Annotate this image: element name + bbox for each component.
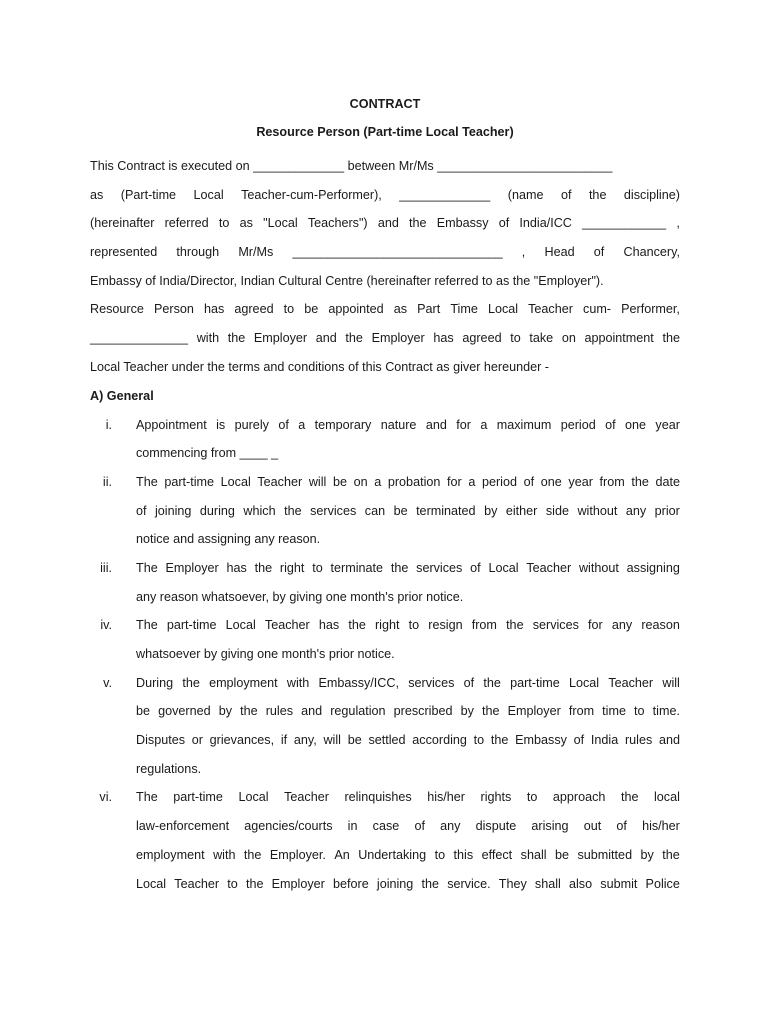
text-word: terminated	[416, 503, 476, 518]
text-word: settled	[368, 733, 406, 748]
text-word: by	[484, 503, 498, 518]
text-line	[136, 554, 680, 583]
text-word: will	[308, 474, 327, 489]
text-word: represented	[90, 245, 158, 260]
text-line	[90, 181, 680, 210]
text-word: be	[555, 847, 570, 862]
text-word: has	[203, 302, 225, 317]
text-word: the	[506, 618, 524, 633]
text-word: prior	[654, 503, 680, 518]
text-line	[90, 353, 680, 382]
list-item	[90, 411, 680, 468]
text-word: joining	[376, 876, 414, 891]
text-word: can	[364, 503, 386, 518]
text-line	[90, 267, 680, 296]
text-word: as	[239, 216, 253, 231]
text-word: ______________	[90, 331, 189, 346]
text-word: Local Teacher under the terms and conditions of this Contract as giver hereunder -	[90, 359, 549, 374]
text-word: any	[440, 819, 461, 834]
text-word: during	[199, 503, 235, 518]
text-word: any,	[293, 733, 317, 748]
text-word: of	[605, 417, 616, 432]
text-word: law-enforcement	[136, 819, 230, 834]
text-word: of	[136, 503, 147, 518]
agreement-paragraph	[90, 295, 680, 381]
text-word: time.	[652, 704, 680, 719]
text-word: Employer	[271, 876, 325, 891]
text-word: This Contract is executed on _____________ between Mr/Ms _________________________	[90, 159, 613, 173]
text-word: services	[532, 618, 579, 633]
text-word: the	[227, 331, 246, 346]
text-word: of	[278, 417, 289, 432]
text-word: Embassy of India/Director, Indian Cultural Centre (hereinafter referred to as the "Employer").	[90, 273, 604, 288]
text-word: right	[279, 560, 305, 575]
text-word: a	[468, 474, 476, 489]
text-word: the	[348, 618, 366, 633]
text-word: or	[191, 733, 203, 748]
text-word: to	[312, 560, 323, 575]
list-item	[90, 611, 680, 668]
text-word: this	[453, 847, 474, 862]
text-word: (hereinafter	[90, 216, 155, 231]
text-word: period	[560, 417, 596, 432]
text-word: agreed	[234, 302, 274, 317]
text-word: Local	[136, 876, 167, 891]
text-word: with	[213, 847, 236, 862]
list-item-number: i.	[105, 417, 112, 432]
intro-paragraph	[90, 152, 680, 295]
text-word: to	[218, 216, 230, 231]
text-word: ,	[676, 216, 680, 231]
text-word: the	[390, 560, 409, 575]
text-word: be	[136, 704, 151, 719]
text-word: will	[323, 733, 341, 748]
text-word: time	[602, 704, 626, 719]
text-word: Mr/Ms	[238, 245, 274, 260]
text-word: be	[347, 733, 362, 748]
text-word: through	[176, 245, 220, 260]
contract-page	[90, 94, 680, 898]
text-word: of	[560, 187, 572, 202]
text-word: cum-	[583, 302, 612, 317]
text-word: a	[480, 417, 488, 432]
text-word: out	[583, 819, 602, 834]
text-line	[90, 238, 680, 267]
text-word: Embassy	[515, 733, 567, 748]
list-item-number: ii.	[102, 474, 112, 489]
text-word: as	[393, 302, 408, 317]
text-word: and	[377, 216, 399, 231]
text-word: rights	[480, 790, 512, 805]
text-word: the	[284, 503, 302, 518]
text-word: ______________________________	[292, 245, 503, 260]
text-word: without	[577, 503, 618, 518]
list-item	[90, 783, 680, 898]
text-word: the	[490, 733, 509, 748]
text-word: Local	[238, 790, 269, 805]
text-word: be	[304, 302, 319, 317]
text-line	[136, 726, 680, 755]
text-word: has	[226, 560, 247, 575]
text-word: the	[483, 675, 501, 690]
text-word: shall	[520, 847, 547, 862]
list-item-number: iii.	[100, 560, 112, 575]
text-word: dispute	[475, 819, 517, 834]
text-word: to	[473, 733, 485, 748]
text-word: Employer	[253, 331, 308, 346]
text-word: has	[433, 331, 454, 346]
text-word: Teacher	[526, 560, 572, 575]
text-word: arising	[531, 819, 569, 834]
text-word: _____________	[399, 187, 491, 202]
text-word: is	[216, 417, 226, 432]
text-word: joining	[155, 503, 192, 518]
text-word: on	[353, 474, 368, 489]
text-word: Head	[544, 245, 575, 260]
text-word: discipline)	[623, 187, 680, 202]
text-word: whatsoever by giving one month's prior notice.	[136, 647, 395, 661]
text-word: and	[658, 733, 680, 748]
text-word: of	[498, 216, 510, 231]
text-word: the	[243, 847, 262, 862]
text-word: Local	[487, 302, 519, 317]
text-line	[136, 783, 680, 812]
text-word: Employer	[165, 560, 219, 575]
text-word: part-time	[164, 474, 215, 489]
text-word: Chancery,	[623, 245, 680, 260]
text-word: Teacher	[257, 474, 303, 489]
text-word: employment	[209, 675, 278, 690]
text-word: ,	[521, 245, 526, 260]
text-word: service.	[447, 876, 491, 891]
text-word: right	[374, 618, 400, 633]
text-word: "Local	[263, 216, 298, 231]
text-word: with	[286, 675, 310, 690]
text-word: part-time	[173, 790, 223, 805]
text-word: (Part-time	[120, 187, 177, 202]
text-line	[90, 152, 680, 181]
text-word: ____________	[582, 216, 667, 231]
text-word: the	[631, 474, 649, 489]
text-line	[136, 870, 680, 899]
text-word: of	[414, 819, 425, 834]
list-item-number: iv.	[100, 618, 112, 633]
text-word: his/her	[427, 790, 465, 805]
text-word: They	[498, 876, 527, 891]
text-word: Disputes	[136, 733, 185, 748]
text-word: India/ICC	[519, 216, 572, 231]
text-word: for	[588, 618, 603, 633]
text-word: probation	[387, 474, 441, 489]
text-word: part-time	[510, 675, 560, 690]
text-word: to	[227, 876, 238, 891]
text-line	[136, 497, 680, 526]
text-word: year	[568, 474, 593, 489]
text-word: be	[332, 474, 347, 489]
text-word: any	[625, 503, 647, 518]
text-word: Local	[225, 618, 256, 633]
text-word: The	[136, 618, 158, 633]
text-word: the	[345, 331, 363, 346]
text-line	[136, 697, 680, 726]
text-line	[136, 439, 680, 468]
text-word: the	[182, 675, 200, 690]
text-line	[136, 411, 680, 440]
text-word: local	[654, 790, 680, 805]
text-word: by	[218, 704, 233, 719]
text-word: shall	[534, 876, 561, 891]
text-word: Part	[417, 302, 441, 317]
text-word: and	[301, 704, 323, 719]
list-item-number: vi.	[99, 790, 112, 805]
text-word: Performer,	[621, 302, 680, 317]
text-word: An	[334, 847, 350, 862]
text-word: agencies/courts	[244, 819, 333, 834]
text-word: services	[310, 503, 357, 518]
text-word: of	[523, 474, 535, 489]
text-line	[136, 669, 680, 698]
text-word: one	[625, 417, 647, 432]
text-line	[136, 841, 680, 870]
text-word: Teacher	[528, 302, 573, 317]
list-item	[90, 468, 680, 554]
text-word: take	[529, 331, 554, 346]
text-word: any reason whatsoever, by giving one month's prior notice.	[136, 589, 464, 604]
text-word: according	[412, 733, 467, 748]
text-word: notice and assigning any reason.	[136, 532, 321, 547]
text-word: agreed	[462, 331, 502, 346]
text-word: During	[136, 675, 174, 690]
text-word: the	[421, 876, 440, 891]
text-word: Teachers")	[307, 216, 368, 231]
text-word: referred	[164, 216, 209, 231]
text-word: by	[460, 704, 474, 719]
text-word: and	[315, 331, 337, 346]
text-word: if	[280, 733, 288, 748]
text-word: the	[588, 187, 607, 202]
text-word: employment	[136, 847, 205, 862]
text-word: for	[447, 474, 462, 489]
text-word: The	[136, 560, 158, 575]
text-word: Local	[220, 474, 251, 489]
text-word: of	[463, 675, 475, 690]
document-title: CONTRACT	[349, 97, 421, 111]
text-word: terminate	[330, 560, 384, 575]
text-word: Employer	[371, 331, 425, 346]
text-word: effect	[481, 847, 513, 862]
text-word: (name	[507, 187, 544, 202]
text-word: before	[333, 876, 369, 891]
text-word: Employer.	[269, 847, 326, 862]
text-word: case	[372, 819, 400, 834]
text-word: temporary	[314, 417, 372, 432]
text-word: The	[136, 790, 158, 805]
text-word: Local	[193, 187, 224, 202]
text-word: maximum	[496, 417, 552, 432]
text-word: with	[196, 331, 220, 346]
text-word: to	[408, 618, 420, 633]
text-word: the	[254, 560, 273, 575]
text-word: reason	[641, 618, 680, 633]
text-word: from	[568, 704, 595, 719]
text-word: the	[662, 847, 680, 862]
text-line	[136, 583, 680, 612]
text-word: Person	[153, 302, 194, 317]
text-word: any	[611, 618, 633, 633]
text-line	[136, 525, 680, 554]
text-word: from	[599, 474, 625, 489]
text-word: has	[318, 618, 340, 633]
text-word: the	[481, 704, 500, 719]
text-word: Time	[450, 302, 478, 317]
text-word: Resource	[90, 302, 144, 317]
document-subtitle: Resource Person (Part-time Local Teacher)	[256, 125, 514, 139]
text-word: submitted	[577, 847, 633, 862]
text-word: the	[245, 876, 264, 891]
text-word: to	[283, 302, 295, 317]
text-word: side	[545, 503, 569, 518]
text-word: period	[481, 474, 517, 489]
text-word: rules	[624, 733, 653, 748]
text-word: the	[662, 331, 680, 346]
text-word: will	[662, 675, 680, 690]
text-word: as	[90, 187, 104, 202]
text-word: of	[616, 819, 627, 834]
text-word: a	[298, 417, 306, 432]
text-word: in	[347, 819, 358, 834]
text-word: the	[240, 704, 258, 719]
text-word: assigning	[626, 560, 680, 575]
text-word: rules	[265, 704, 294, 719]
text-line	[136, 755, 680, 784]
text-word: part-time	[166, 618, 217, 633]
text-word: regulation	[330, 704, 386, 719]
list-item	[90, 669, 680, 784]
text-word: appointed	[328, 302, 384, 317]
text-word: of	[593, 245, 605, 260]
text-word: The	[136, 474, 158, 489]
text-word: relinquishes	[344, 790, 412, 805]
text-word: either	[505, 503, 538, 518]
text-line	[136, 812, 680, 841]
text-word: regulations.	[136, 761, 202, 776]
text-line	[90, 209, 680, 238]
text-word: governed	[158, 704, 211, 719]
text-word: nature	[380, 417, 417, 432]
text-word: of	[470, 560, 481, 575]
text-word: Local	[569, 675, 600, 690]
text-word: date	[655, 474, 680, 489]
text-word: the	[409, 216, 427, 231]
text-line	[136, 611, 680, 640]
text-word: on	[561, 331, 576, 346]
text-word: Teacher	[608, 675, 654, 690]
text-word: India	[590, 733, 619, 748]
text-word: which	[243, 503, 276, 518]
text-word: Appointment	[136, 417, 207, 432]
text-word: to	[434, 847, 446, 862]
general-terms-list	[90, 411, 680, 899]
text-word: purely	[234, 417, 269, 432]
text-word: submit	[600, 876, 638, 891]
text-word: Embassy/ICC,	[318, 675, 399, 690]
text-word: Undertaking	[358, 847, 427, 862]
text-word: Teacher	[174, 876, 220, 891]
list-item	[90, 554, 680, 611]
section-heading: A) General	[90, 388, 154, 403]
text-word: the	[620, 790, 639, 805]
text-word: by	[640, 847, 654, 862]
text-word: to	[634, 704, 645, 719]
text-word: Employer	[507, 704, 561, 719]
text-word: Teacher	[284, 790, 329, 805]
text-word: appointment	[584, 331, 654, 346]
text-word: Police	[645, 876, 680, 891]
text-word: of	[573, 733, 585, 748]
text-word: one	[540, 474, 562, 489]
text-word: approach	[552, 790, 606, 805]
text-word: commencing from ____ _	[136, 446, 279, 461]
text-word: also	[569, 876, 593, 891]
text-word: without	[578, 560, 619, 575]
text-word: Teacher	[264, 618, 310, 633]
text-line	[90, 295, 680, 324]
text-line	[136, 468, 680, 497]
text-word: his/her	[642, 819, 680, 834]
text-word: resign	[428, 618, 463, 633]
text-word: Local	[488, 560, 519, 575]
text-word: for	[456, 417, 471, 432]
text-word: be	[393, 503, 408, 518]
text-line	[90, 324, 680, 353]
text-word: and	[425, 417, 447, 432]
text-line	[136, 640, 680, 669]
text-word: Teacher-cum-Performer),	[241, 187, 382, 202]
text-word: Embassy	[436, 216, 489, 231]
text-word: services	[408, 675, 455, 690]
text-word: services	[416, 560, 463, 575]
list-item-number: v.	[103, 675, 112, 690]
text-word: prescribed	[393, 704, 453, 719]
text-word: to	[526, 790, 538, 805]
text-word: from	[471, 618, 497, 633]
text-word: a	[374, 474, 382, 489]
text-word: grievances,	[209, 733, 275, 748]
text-word: year	[655, 417, 680, 432]
text-word: to	[510, 331, 521, 346]
